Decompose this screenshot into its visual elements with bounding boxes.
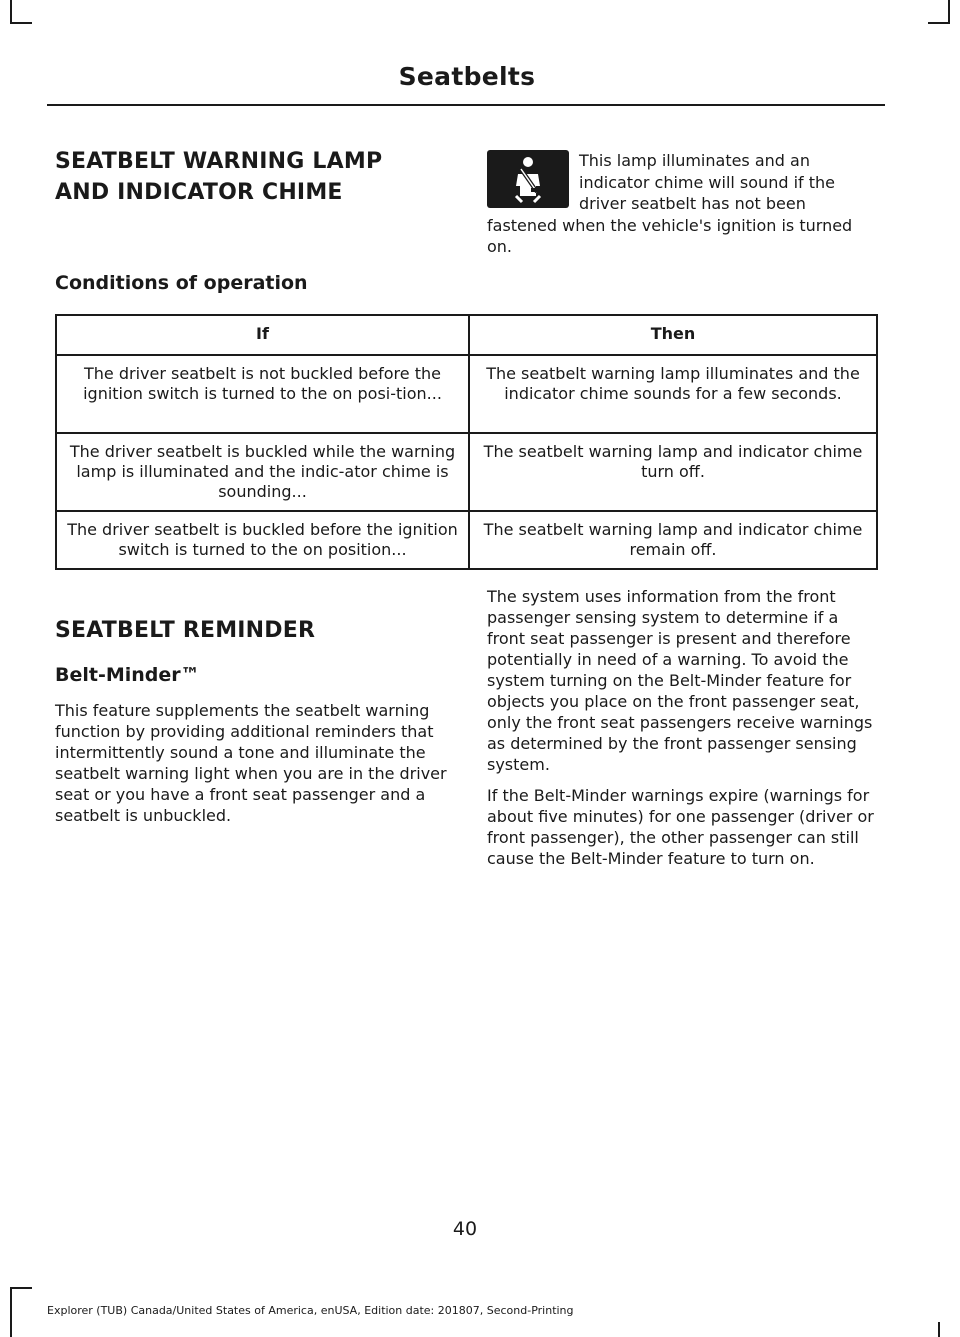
table-row: [56, 355, 877, 433]
table-cell-if: The driver seatbelt is buckled before the ignition switch is turned to the on position...: [56, 511, 469, 569]
table-header-row: [56, 315, 877, 355]
reminder-paragraph-1: The system uses information from the front passenger sensing system to determine if a front seat passenger is present and therefore potentially in need of a warning. To avoid the system turning on the Belt-Minder feature for objects you place on the front passenger seat, only the front seat passengers receive warnings as determined by the front passenger sensing system.: [487, 587, 873, 774]
warning-lamp-description-text: This lamp illuminates and an indicator chime will sound if the driver seatbelt has not been fastened when the vehicle's ignition is turned on.: [487, 151, 853, 256]
conditions-heading: Conditions of operation: [55, 272, 308, 294]
crop-mark-bottom-left-h: [10, 1287, 32, 1289]
footer-text: Explorer (TUB) Canada/United States of America, enUSA, Edition date: 201807, Second-Printing: [47, 1304, 574, 1317]
page-number: 40: [452, 1218, 478, 1240]
crop-mark-top-left-h: [10, 22, 32, 24]
table-cell-then: The seatbelt warning lamp illuminates and the indicator chime sounds for a few seconds.: [469, 355, 877, 433]
crop-mark-top-right-h: [928, 22, 950, 24]
reminder-paragraph-2: If the Belt-Minder warnings expire (warnings for about five minutes) for one passenger (driver or front passenger), the other passenger can still cause the Belt-Minder feature to turn on.: [487, 786, 874, 868]
page-header-title: Seatbelts: [398, 62, 536, 91]
crop-mark-top-left: [10, 0, 12, 22]
table-cell-then: The seatbelt warning lamp and indicator chime remain off.: [469, 511, 877, 569]
table-row: [56, 511, 877, 569]
reminder-intro: This feature supplements the seatbelt warning function by providing additional reminders that intermittently sound a tone and illuminate the seatbelt warning light when you are in the driver seat or you have a front seat passenger and a seatbelt is unbuckled.: [55, 701, 447, 825]
conditions-table: [55, 314, 878, 570]
crop-mark-bottom-right: [938, 1322, 940, 1337]
crop-mark-top-right: [948, 0, 950, 22]
icon-float-spacer: [487, 150, 579, 212]
reminder-right-column: [487, 586, 879, 879]
reminder-title: SEATBELT REMINDER: [55, 618, 316, 643]
table-cell-if: The driver seatbelt is not buckled before the ignition switch is turned to the on posi-tion...: [56, 355, 469, 433]
warning-lamp-title-line1: SEATBELT WARNING LAMP: [55, 149, 383, 174]
table-header-if: If: [56, 315, 469, 355]
warning-lamp-title-line2: AND INDICATOR CHIME: [55, 180, 343, 205]
warning-lamp-description: [487, 150, 879, 258]
reminder-subtitle: Belt-Minder™: [55, 664, 200, 686]
warning-lamp-title: [55, 146, 455, 208]
table-cell-then: The seatbelt warning lamp and indicator chime turn off.: [469, 433, 877, 511]
header-divider: [47, 104, 885, 106]
table-header-then: Then: [469, 315, 877, 355]
crop-mark-bottom-left: [10, 1287, 12, 1337]
table-cell-if: The driver seatbelt is buckled while the warning lamp is illuminated and the indic-ator chime is sounding...: [56, 433, 469, 511]
table-row: [56, 433, 877, 511]
